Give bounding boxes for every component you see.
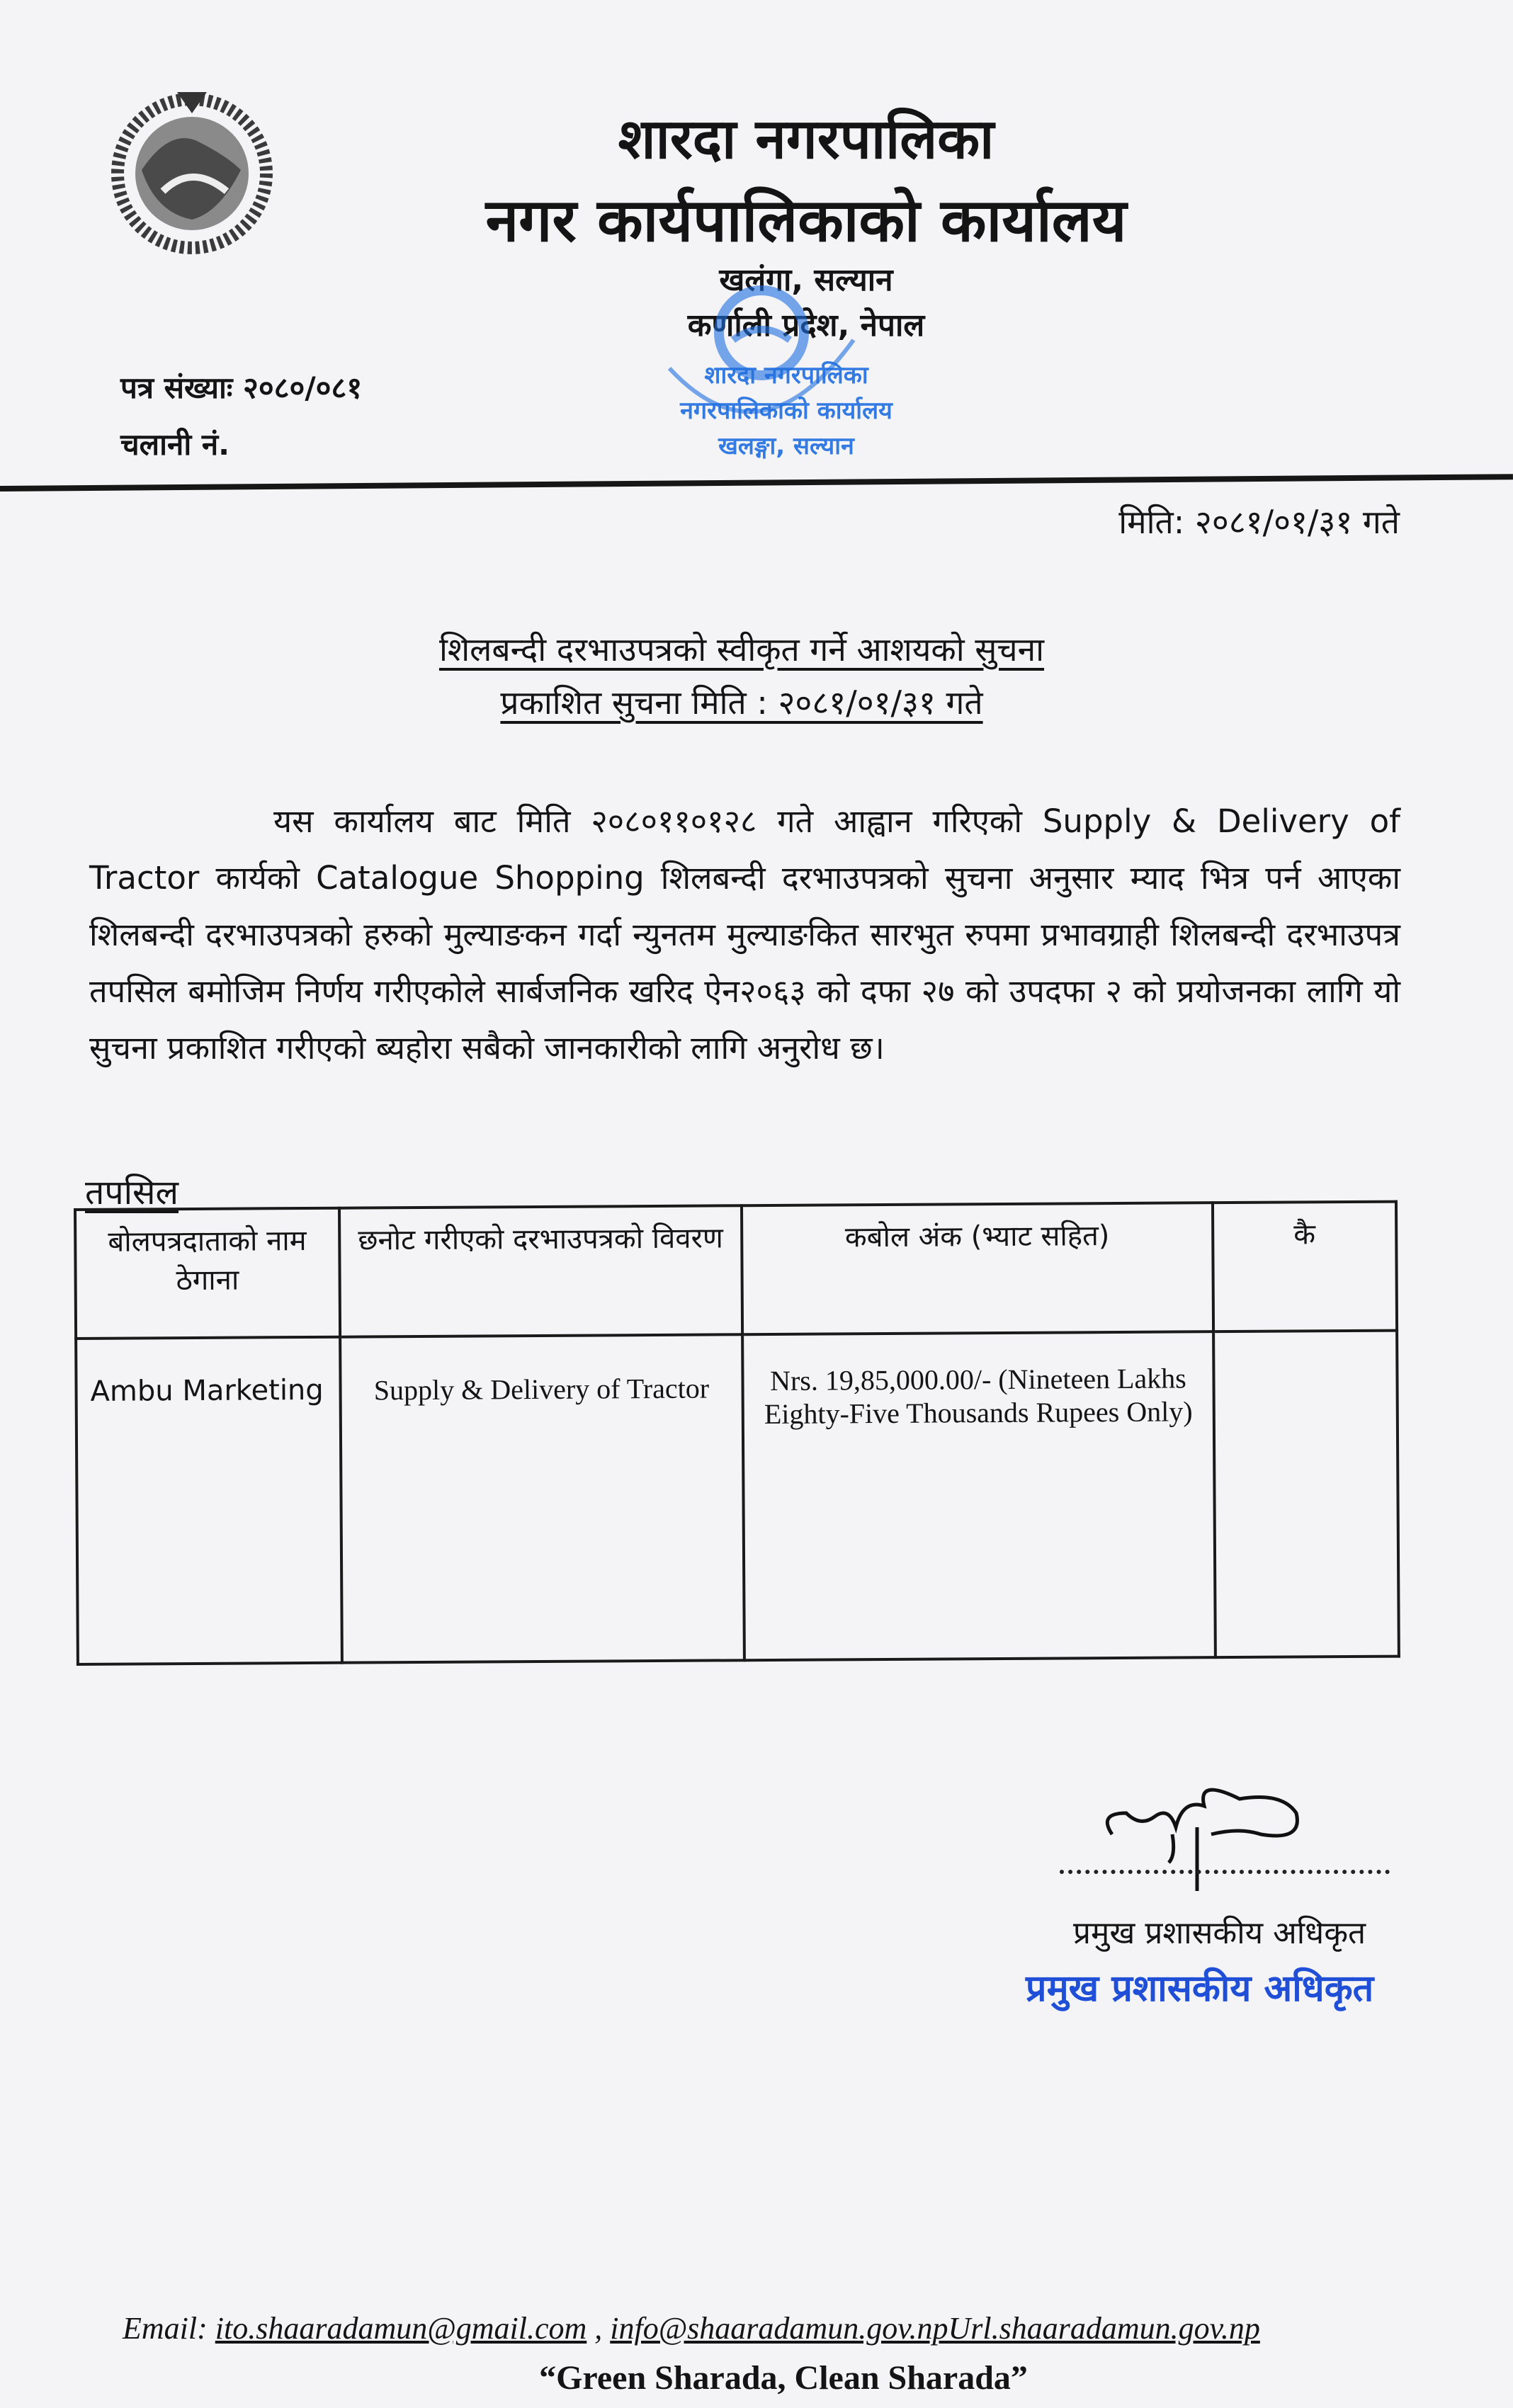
published-date-text: प्रकाशित सुचना मिति : २०८१/०१/३१ गते [500, 683, 983, 722]
bid-table [74, 1200, 1400, 1666]
address-line-2: कर्णाली प्रदेश, नेपाल [687, 307, 925, 343]
office-stamp-text [638, 358, 935, 464]
notice-body: यस कार्यालय बाट मिति २०८०११०१२८ गते आह्वान गरिएको Supply & Delivery of Tractor कार्यको Catalogue Shopping शिलबन्दी दरभाउपत्रको सुचना अनुसार म्याद भित्र पर्न आएका शिलबन्दी दरभाउपत्रको हरुको मुल्याङकन गर्दा न्युनतम मुल्याङकित सारभुत रुपमा प्रभावग्राही शिलबन्दी दरभाउपत्र तपसिल बमोजिम निर्णय गरीएकोले सार्बजनिक खरिद ऐन२०६३ को दफा २७ को उपदफा २ को प्रयोजनका लागि यो सुचना प्रकाशित गरीएको ब्यहोरा सबैको जानकारीको लागि अनुरोध छ। [89, 802, 1400, 1067]
header-amount: कबोल अंक (भ्याट सहित) [742, 1203, 1213, 1334]
stamp-text-2: नगरपालिकाको कार्यालय [680, 397, 892, 425]
email-label: Email: [123, 2311, 208, 2346]
cell-bidder: Ambu Marketing [76, 1337, 341, 1664]
notice-title [0, 627, 1483, 671]
letter-date: मिति: २०८१/०१/३१ गते [1118, 503, 1400, 541]
notice-title-text: शिलबन्दी दरभाउपत्रको स्वीकृत गर्ने आशयको सुचना [438, 630, 1045, 669]
officer-title: प्रमुख प्रशासकीय अधिकृत [1073, 1915, 1366, 1951]
footer-contact [123, 2310, 1260, 2346]
header-remarks: कै [1213, 1202, 1397, 1332]
email-link-2-url[interactable]: info@shaaradamun.gov.npUrl.shaaradamun.gov.np [610, 2311, 1260, 2346]
table-row [76, 1331, 1399, 1664]
separator: , [586, 2311, 611, 2346]
signature-line [1060, 1870, 1390, 1874]
email-link-1[interactable]: ito.shaaradamun@gmail.com [215, 2311, 587, 2346]
cell-amount: Nrs. 19,85,000.00/- (Nineteen Lakhs Eighty-Five Thousands Rupees Only) [742, 1331, 1215, 1660]
officer-title-stamp: प्रमुख प्रशासकीय अधिकृत [1026, 1967, 1374, 2010]
stamp-text-3: खलङ्गा, सल्यान [718, 432, 854, 460]
letter-number [120, 367, 362, 407]
municipality-name: शारदा नगरपालिका [618, 108, 994, 171]
office-name: नगर कार्यपालिकाको कार्यालय [485, 186, 1127, 255]
slogan: “Green Sharada, Clean Sharada” [539, 2359, 1028, 2397]
cell-remarks [1213, 1331, 1399, 1658]
stamp-text-1: शारदा नगरपालिका [704, 361, 868, 390]
table-header-row [75, 1202, 1397, 1339]
dispatch-number-label: चलानी नं. [120, 427, 230, 462]
signature [1098, 1785, 1310, 1891]
header-bidder: बोलपत्रदाताको नाम ठेगाना [75, 1208, 340, 1339]
header-description: छनोट गरीएको दरभाउपत्रको विवरण [339, 1205, 743, 1336]
letter-number-value: २०८०/०८१ [242, 370, 363, 405]
notice-published-date [0, 680, 1483, 724]
letter-number-label: पत्र संख्याः [120, 370, 233, 405]
address-line-1: खलंगा, सल्यान [719, 262, 893, 298]
cell-description: Supply & Delivery of Tractor [340, 1334, 744, 1662]
table-caption: तपसिल [85, 1173, 179, 1212]
